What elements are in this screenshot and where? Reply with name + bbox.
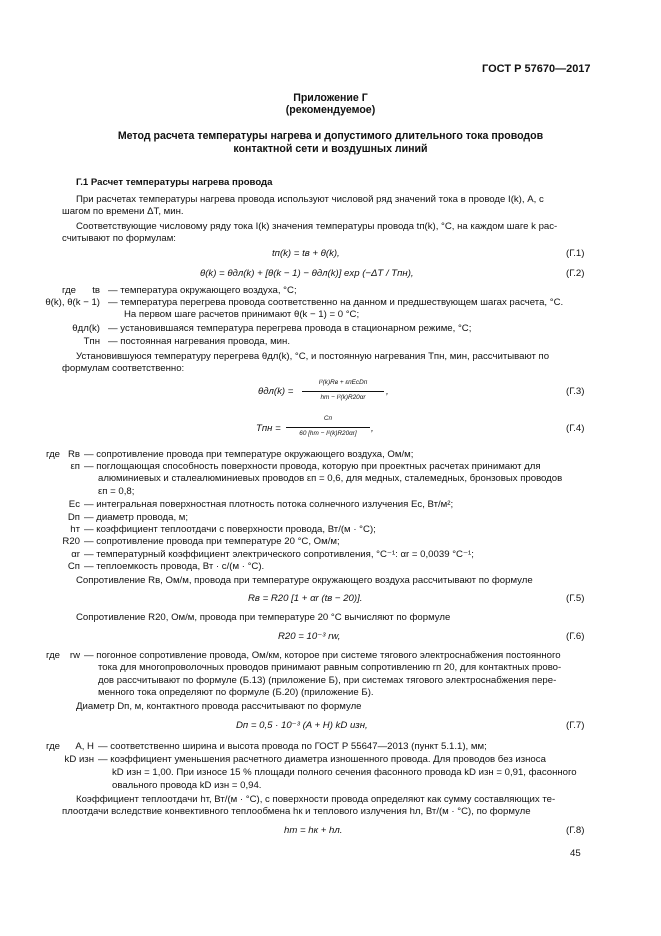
paragraph-line: Установившуюся температуру перегрева θдл(k), °С, и постоянную нагревания Tпн, мин, рассчитывают по bbox=[76, 351, 550, 362]
paragraph-line: плоотдачи вследствие конвективного теплообмена hк и теплового излучения hл, Вт/(м · °С), по формуле bbox=[62, 806, 531, 817]
equation-g3-lhs: θдл(k) = bbox=[258, 386, 294, 397]
appendix-status: (рекомендуемое) bbox=[285, 104, 376, 116]
where-definition: менного тока определяют по формуле (Б.20) (приложение Б). bbox=[98, 687, 374, 698]
where-definition: овального провода kD изн = 0,94. bbox=[112, 780, 262, 791]
where-definition: — постоянная нагревания провода, мин. bbox=[108, 336, 291, 347]
equation-g7: Dп = 0,5 · 10⁻³ (A + H) kD изн, bbox=[236, 720, 368, 731]
where-definition: — температура окружающего воздуха, °С; bbox=[108, 285, 297, 296]
fraction-bar bbox=[302, 391, 384, 392]
where-definition: kD изн = 1,00. При износе 15 % площади полного сечения фасонного провода kD изн = 0,91, фасонного bbox=[112, 767, 577, 778]
where-symbol: Tпн bbox=[83, 336, 100, 347]
equation-number: (Г.3) bbox=[566, 386, 585, 397]
where-symbol: kD изн bbox=[64, 754, 94, 765]
where-symbol: Eс bbox=[68, 499, 80, 510]
paragraph-line: Сопротивление R20, Ом/м, провода при температуре 20 °С вычисляют по формуле bbox=[76, 612, 451, 623]
paragraph-line: Сопротивление Rв, Ом/м, провода при температуре окружающего воздуха рассчитывают по формуле bbox=[76, 575, 533, 586]
where-symbol: Rв bbox=[67, 449, 80, 460]
where-definition: тока для многопроволочных проводов принимают равным сопротивлению rп 20, для контактных прово- bbox=[98, 662, 562, 673]
equation-g5: Rв = R20 [1 + αr (tв − 20)]. bbox=[248, 593, 363, 604]
where-definition: дов рассчитывают по формуле (Б.13) (приложение Б), при системах тягового электроснабжения пере- bbox=[98, 675, 557, 686]
paragraph-line: считывают по формулам: bbox=[62, 233, 176, 244]
where-definition: — сопротивление провода при температуре окружающего воздуха, Ом/м; bbox=[84, 449, 414, 460]
equation-number: (Г.6) bbox=[566, 631, 585, 642]
equation-g4-lhs: Tпн = bbox=[256, 423, 281, 434]
where-symbol: εп bbox=[70, 461, 80, 472]
where-symbol: αr bbox=[71, 549, 80, 560]
where-definition: εп = 0,8; bbox=[98, 486, 135, 497]
equation-tail: , bbox=[371, 423, 374, 434]
where-symbol: Dп bbox=[67, 512, 80, 523]
paragraph-line: Коэффициент теплоотдачи hт, Вт/(м · °С), с поверхности провода определяют как сумму составляющих те- bbox=[76, 794, 556, 805]
where-definition: алюминиевых и сталеалюминиевых проводов εп = 0,6, для медных, сталемедных, бронзовых проводов bbox=[98, 473, 563, 484]
where-definition: — погонное сопротивление провода, Ом/км, которое при системе тягового электроснабжения постоянного bbox=[84, 650, 561, 661]
paragraph-line: Диаметр Dп, м, контактного провода рассчитывают по формуле bbox=[76, 701, 362, 712]
equation-g4-numerator: Cп bbox=[323, 415, 333, 422]
paragraph-line: При расчетах температуры нагрева провода используют числовой ряд значений тока в проводе I(k), А, с bbox=[76, 194, 544, 205]
where-symbol: hт bbox=[70, 524, 80, 535]
where-lead: где bbox=[46, 449, 61, 460]
where-definition: — температурный коэффициент электрического сопротивления, °С⁻¹: αr = 0,0039 °С⁻¹; bbox=[84, 549, 474, 560]
appendix-label: Приложение Г bbox=[293, 92, 368, 104]
fraction-bar bbox=[286, 427, 370, 428]
paragraph-line: шагом по времени ΔT, мин. bbox=[62, 206, 184, 217]
paragraph-line: Соответствующие числовому ряду тока I(k) значения температуры провода tп(k), °С, на каждом шаге k рас- bbox=[76, 221, 558, 232]
where-symbol: R20 bbox=[62, 536, 80, 547]
where-definition: — коэффициент уменьшения расчетного диаметра изношенного провода. Для проводов без износа bbox=[98, 754, 546, 765]
appendix-title-line1: Метод расчета температуры нагрева и допустимого длительного тока проводов bbox=[117, 130, 544, 142]
appendix-title-line2: контактной сети и воздушных линий bbox=[233, 143, 428, 155]
equation-number: (Г.8) bbox=[566, 825, 585, 836]
equation-g8: hт = hк + hл. bbox=[284, 825, 343, 836]
equation-g3-denominator: hт − I²(k)R20αr bbox=[320, 394, 366, 401]
equation-number: (Г.5) bbox=[566, 593, 585, 604]
where-definition: — сопротивление провода при температуре 20 °С, Ом/м; bbox=[84, 536, 340, 547]
where-symbol: rw bbox=[69, 650, 80, 661]
where-definition: — интегральная поверхностная плотность потока солнечного излучения Eс, Вт/м²; bbox=[84, 499, 454, 510]
where-lead: где bbox=[62, 285, 77, 296]
equation-number: (Г.2) bbox=[566, 268, 585, 279]
equation-number: (Г.4) bbox=[566, 423, 585, 434]
equation-tail: , bbox=[386, 386, 389, 397]
where-lead: где bbox=[46, 741, 61, 752]
page-number: 45 bbox=[570, 848, 581, 859]
equation-g6: R20 = 10⁻³ rw, bbox=[278, 631, 341, 642]
equation-number: (Г.1) bbox=[566, 248, 585, 259]
where-definition: — температура перегрева провода соответственно на данном и предшествующем шагах расчета, °С. bbox=[108, 297, 564, 308]
where-definition: — поглощающая способность поверхности провода, которую при проектных расчетах принимают для bbox=[84, 461, 541, 472]
where-symbol: Cп bbox=[67, 561, 80, 572]
where-symbol: A, H bbox=[75, 741, 94, 752]
where-definition: — соответственно ширина и высота провода по ГОСТ Р 55647—2013 (пункт 5.1.1), мм; bbox=[98, 741, 487, 752]
document-number: ГОСТ Р 57670—2017 bbox=[482, 63, 591, 75]
where-definition: — коэффициент теплоотдачи с поверхности провода, Вт/(м · °С); bbox=[84, 524, 376, 535]
equation-g3-numerator: I²(k)Rв + εпEсDп bbox=[318, 379, 368, 386]
where-symbol: tв bbox=[92, 285, 100, 296]
where-definition: На первом шаге расчетов принимают θ(k − 1) = 0 °С; bbox=[124, 309, 360, 320]
where-definition: — установившаяся температура перегрева провода в стационарном режиме, °С; bbox=[108, 323, 472, 334]
equation-g1: tп(k) = tв + θ(k), bbox=[272, 248, 340, 259]
section-heading: Г.1 Расчет температуры нагрева провода bbox=[76, 177, 273, 188]
where-lead: где bbox=[46, 650, 61, 661]
equation-number: (Г.7) bbox=[566, 720, 585, 731]
paragraph-line: формулам соответственно: bbox=[62, 363, 185, 374]
equation-g2: θ(k) = θдл(k) + [θ(k − 1) − θдл(k)] exp (−ΔT / Tпн), bbox=[200, 268, 414, 279]
where-definition: — теплоемкость провода, Вт · с/(м · °С). bbox=[84, 561, 265, 572]
where-symbol: θ(k), θ(k − 1) bbox=[45, 297, 100, 308]
equation-g4-denominator: 60 [hт − I²(k)R20αr] bbox=[299, 430, 357, 437]
where-symbol: θдл(k) bbox=[72, 323, 100, 334]
where-definition: — диаметр провода, м; bbox=[84, 512, 189, 523]
